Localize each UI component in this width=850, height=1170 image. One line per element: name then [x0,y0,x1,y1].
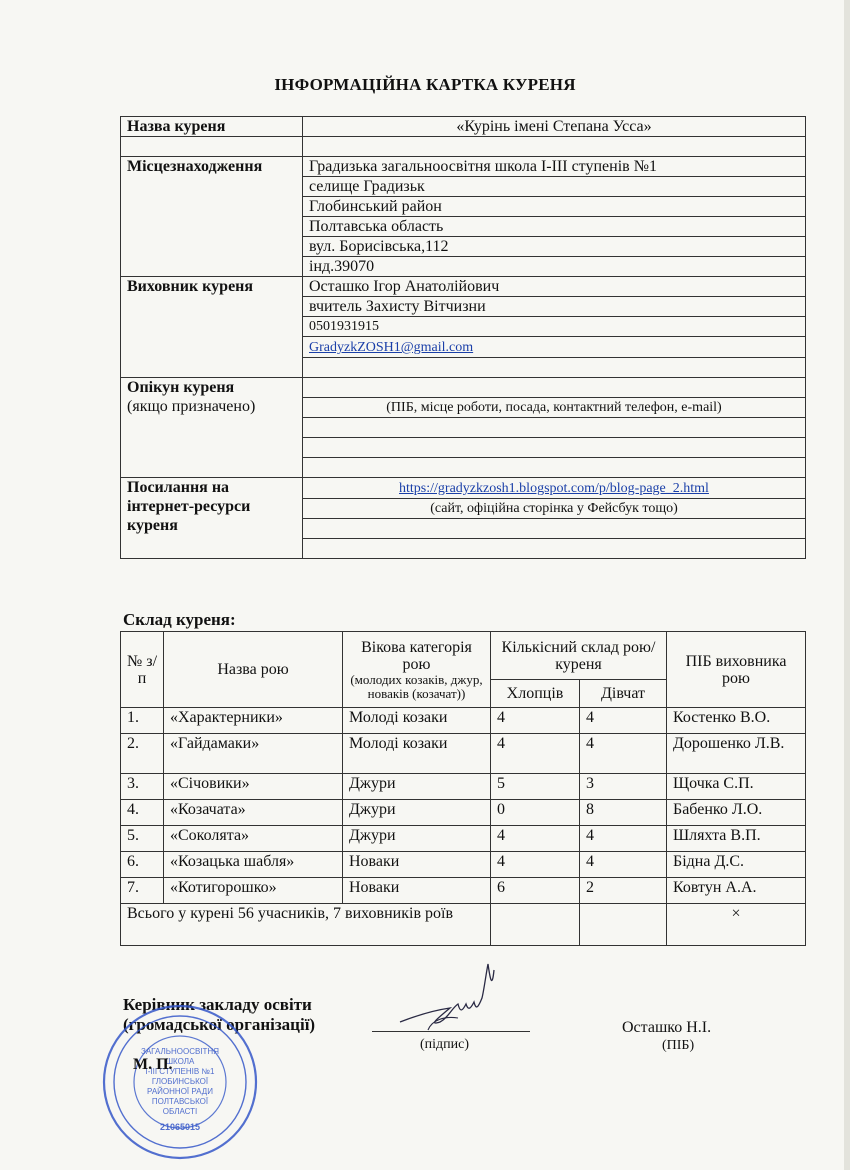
row-num: 4. [121,800,164,826]
total-girls [580,904,667,946]
row-name: «Котигорошко» [164,878,343,904]
row-category: Молоді козаки [343,708,491,734]
svg-text:21065015: 21065015 [159,1122,201,1132]
guardian-label-text: Опікун куреня [127,379,235,396]
row-num: 5. [121,826,164,852]
svg-text:ШКОЛА: ШКОЛА [165,1057,195,1066]
row-leader: Шляхта В.П. [667,826,806,852]
header-boys: Хлопців [491,680,580,708]
row-num: 1. [121,708,164,734]
header-girls: Дівчат [580,680,667,708]
empty-cell [303,378,806,398]
total-row [121,904,806,946]
svg-text:РАЙОННОЇ РАДИ: РАЙОННОЇ РАДИ [147,1087,213,1096]
name-caption: (ПІБ) [662,1038,695,1053]
row-category: Джури [343,774,491,800]
table-row [121,800,806,826]
row-girls: 8 [580,800,667,826]
empty-cell [303,519,806,539]
location-line: Глобинський район [303,197,806,217]
empty-cell [303,137,806,157]
row-girls: 4 [580,734,667,774]
page-edge [844,0,850,1170]
name-value: «Курінь імені Степана Усса» [303,117,806,137]
empty-cell [303,358,806,378]
guardian-sublabel: (якщо призначено) [127,398,256,415]
signature-icon [388,960,508,1040]
row-leader: Костенко В.О. [667,708,806,734]
links-hint: (сайт, офіційна сторінка у Фейсбук тощо) [303,499,806,519]
header-count: Кількісний склад рою/куреня [491,632,667,680]
table-row [121,852,806,878]
row-girls: 4 [580,708,667,734]
head-name: Осташко Н.І. [622,1019,712,1036]
row-boys: 4 [491,826,580,852]
row-name: «Січовики» [164,774,343,800]
svg-text:ЗАГАЛЬНООСВІТНЯ: ЗАГАЛЬНООСВІТНЯ [141,1047,219,1056]
row-boys: 0 [491,800,580,826]
info-table [120,116,806,559]
row-leader: Ковтун А.А. [667,878,806,904]
row-girls: 4 [580,852,667,878]
row-leader: Бабенко Л.О. [667,800,806,826]
row-category: Джури [343,800,491,826]
page-title: ІНФОРМАЦІЙНА КАРТКА КУРЕНЯ [274,75,576,94]
row-num: 6. [121,852,164,878]
row-girls: 3 [580,774,667,800]
total-text: Всього у курені 56 учасників, 7 виховників роїв [121,904,491,946]
empty-cell [303,438,806,458]
row-name: «Козачата» [164,800,343,826]
row-name: «Соколята» [164,826,343,852]
stamp-icon [100,1002,260,1162]
empty-cell [303,418,806,438]
section-title: Склад куреня: [123,610,236,629]
row-boys: 4 [491,852,580,878]
header-leader: ПІБ виховника рою [667,632,806,708]
row-num: 3. [121,774,164,800]
leader-position: вчитель Захисту Вітчизни [303,297,806,317]
svg-text:ГЛОБИНСЬКОЇ: ГЛОБИНСЬКОЇ [151,1077,209,1086]
location-line: селище Градизьк [303,177,806,197]
squads-table [120,631,806,946]
row-category: Джури [343,826,491,852]
row-leader: Дорошенко Л.В. [667,734,806,774]
svg-text:ОБЛАСТІ: ОБЛАСТІ [162,1107,198,1116]
row-category: Новаки [343,852,491,878]
row-boys: 4 [491,708,580,734]
location-line: вул. Борисівська,112 [303,237,806,257]
header-category-title: Вікова категорія рою [361,638,472,673]
header-name: Назва рою [164,632,343,708]
location-label: Місцезнаходження [121,157,303,277]
row-girls: 4 [580,826,667,852]
leader-email-link[interactable]: GradyzkZOSH1@gmail.com [309,340,474,355]
row-name: «Гайдамаки» [164,734,343,774]
signature-caption: (підпис) [420,1037,470,1052]
row-leader: Щочка С.П. [667,774,806,800]
svg-text:ПОЛТАВСЬКОЇ: ПОЛТАВСЬКОЇ [151,1097,209,1106]
leader-phone: 0501931915 [303,317,806,337]
table-row [121,774,806,800]
guardian-hint: (ПІБ, місце роботи, посада, контактний телефон, e-mail) [303,398,806,418]
row-name: «Козацька шабля» [164,852,343,878]
row-girls: 2 [580,878,667,904]
header-category [343,632,491,708]
mp-label: М. П. [133,1056,173,1073]
leader-label: Виховник куреня [121,277,303,378]
table-row [121,734,806,774]
row-boys: 5 [491,774,580,800]
header-category-sub: (молодих козаків, джур, новаків (козачат)) [350,671,483,701]
total-boys [491,904,580,946]
table-row [121,826,806,852]
name-label: Назва куреня [121,117,303,137]
location-line: Градизька загальноосвітня школа І-ІІІ ступенів №1 [303,157,806,177]
location-line: інд.39070 [303,257,806,277]
links-label: Посилання на інтернет-ресурси куреня [121,478,303,559]
row-num: 2. [121,734,164,774]
row-leader: Бідна Д.С. [667,852,806,878]
links-url[interactable]: https://gradyzkzosh1.blogspot.com/p/blog-page_2.html [399,481,709,496]
row-category: Новаки [343,878,491,904]
empty-cell [303,539,806,559]
empty-label [121,137,303,157]
head-label: Керівник закладу освіти (громадської організації) [123,995,316,1034]
row-category: Молоді козаки [343,734,491,774]
empty-cell [303,458,806,478]
header-num: № з/п [121,632,164,708]
row-num: 7. [121,878,164,904]
guardian-label [121,378,303,478]
row-boys: 6 [491,878,580,904]
leader-name: Осташко Ігор Анатолійович [303,277,806,297]
table-row [121,878,806,904]
svg-text:І-ІІІ СТУПЕНІВ №1: І-ІІІ СТУПЕНІВ №1 [145,1067,215,1076]
location-line: Полтавська область [303,217,806,237]
row-name: «Характерники» [164,708,343,734]
total-mark: × [667,904,806,946]
signature-line [372,1031,530,1032]
table-row [121,708,806,734]
row-boys: 4 [491,734,580,774]
